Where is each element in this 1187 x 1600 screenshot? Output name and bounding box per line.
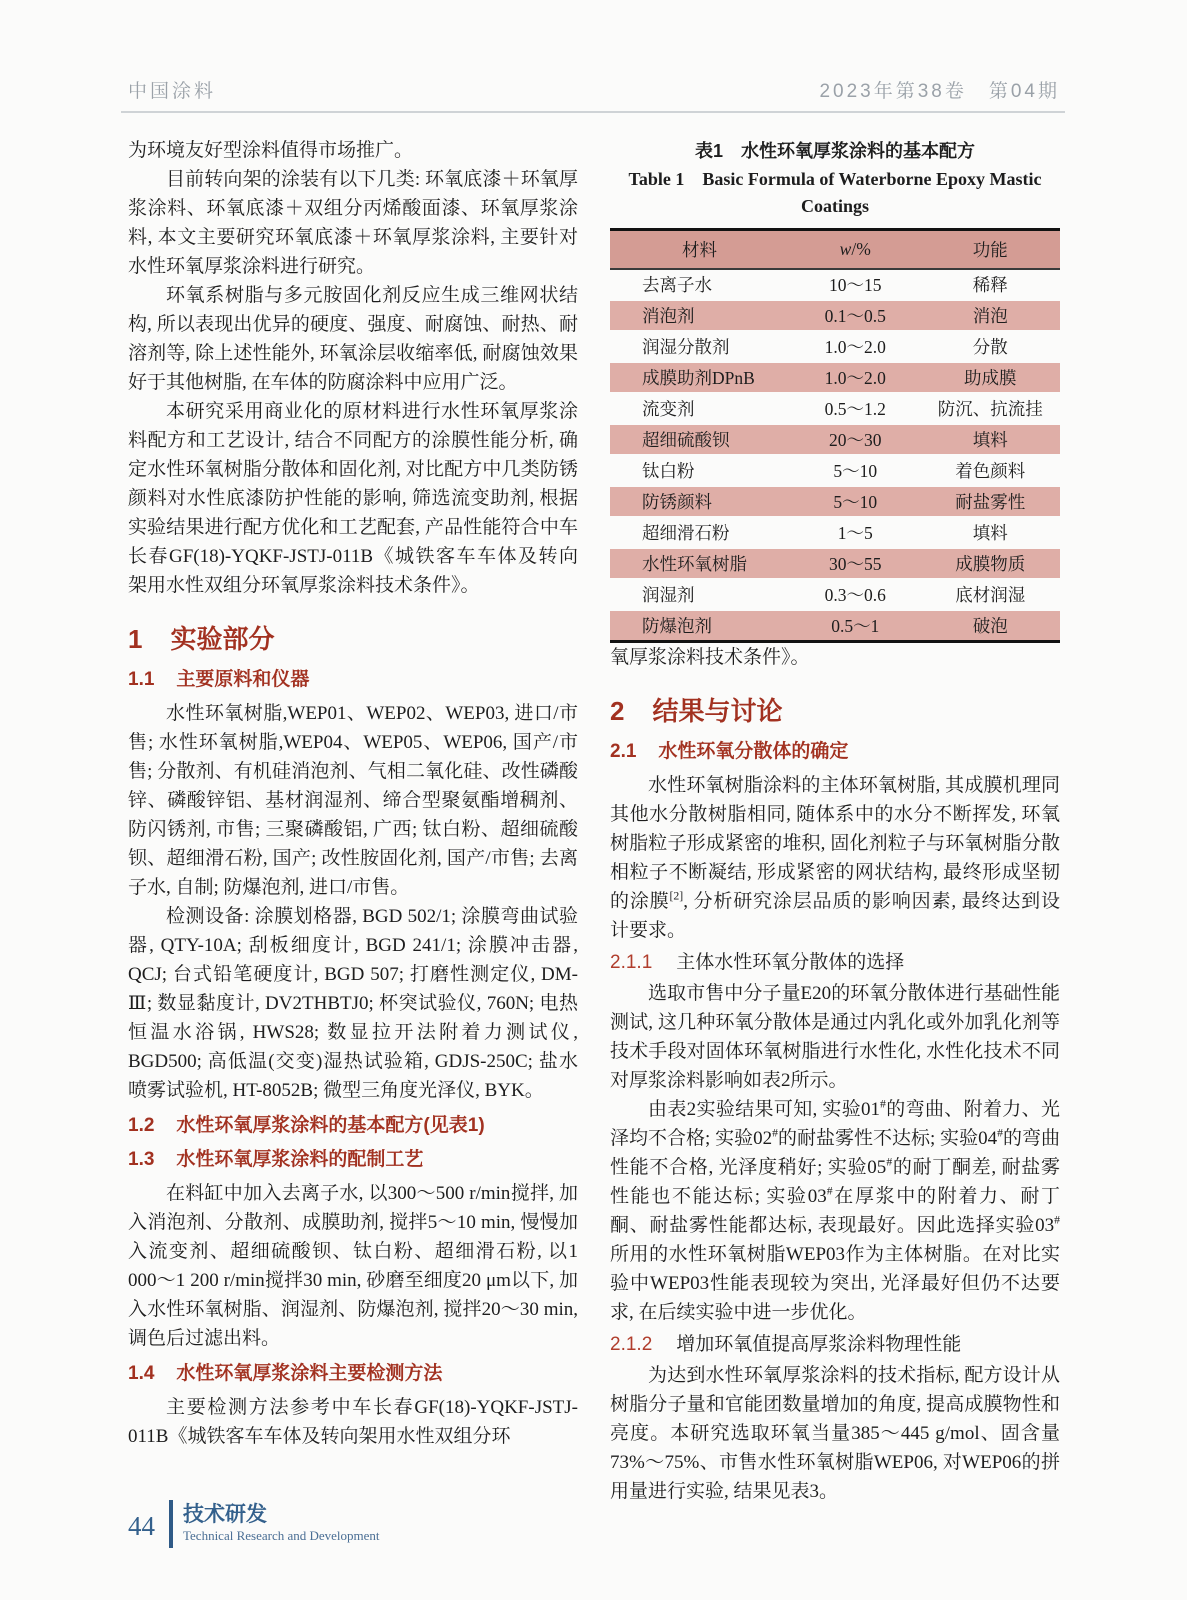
table-cell: 消泡剂 [610,300,790,331]
table-cell: 防爆泡剂 [610,610,790,642]
two-column-body [128,136,1060,1506]
right-column [610,136,1060,1506]
table-cell: 流变剂 [610,393,790,424]
section-number: 1.2 [128,1115,155,1136]
table-cell: 0.3～0.6 [790,579,921,610]
table-row [610,424,1060,455]
paragraph: 在料缸中加入去离子水, 以300～500 r/min搅拌, 加入消泡剂、分散剂、成膜助剂, 搅拌5～10 min, 慢慢加入流变剂、超细硫酸钡、钛白粉、超细滑石粉, 以1 000～1 200 r/min搅拌30 min, 砂磨至细度20 μm以下, 加入水性环氧树脂、润湿剂、防爆泡剂, 搅拌20～30 min, 调色后过滤出料。 [128,1183,578,1349]
table-cell: 1.0～2.0 [790,362,921,393]
section-number: 2.1.1 [610,952,653,973]
table-cell: 润湿分散剂 [610,331,790,362]
table-cell: 防锈颜料 [610,486,790,517]
paragraph: 检测设备: 涂膜划格器, BGD 502/1; 涂膜弯曲试验器, QTY-10A; 刮板细度计, BGD 241/1; 涂膜冲击器, QCJ; 台式铅笔硬度计, BGD 507; 打磨性测定仪, DM-Ⅲ; 数显黏度计, DV2THBTJ0; 杯突试验仪, 760N; 电热恒温水浴锅, HWS28; 数显拉开法附着力测试仪, BGD500; 高低温(交变)湿热试验箱, GDJS-250C; 盐水喷雾试验机, HT-8052B; 微型三角度光泽仪, BYK。 [128,906,578,1101]
table-cell: 稀释 [921,269,1061,300]
formula-table [610,228,1060,643]
journal-title: 中国涂料 [128,81,217,102]
section-title: 结果与讨论 [652,696,783,726]
table-cell: 超细硫酸钡 [610,424,790,455]
footer-section-en: Technical Research and Development [183,1528,380,1543]
table-row [610,486,1060,517]
table-header-row [610,230,1060,270]
paragraph: 本研究采用商业化的原材料进行水性环氧厚浆涂料配方和工艺设计, 结合不同配方的涂膜性能分析, 确定水性环氧树脂分散体和固化剂, 对比配方中几类防锈颜料对水性底漆防护性能的影响, 筛选流变助剂, 根据实验结果进行配方优化和工艺配套, 产品性能符合中车长春GF(18)-YQKF-JSTJ-011B《城铁客车车体及转向架用水性双组分环氧厚浆涂料技术条件》。 [128,401,578,596]
column-header-material: 材料 [610,230,790,270]
table-row [610,579,1060,610]
table-cell: 0.5～1 [790,610,921,642]
table-cell: 助成膜 [921,362,1061,393]
section-number: 1.1 [128,669,155,690]
footer-section-block [183,1503,380,1545]
table-cell: 着色颜料 [921,455,1061,486]
section-heading-1-3 [128,1146,578,1173]
table-cell: 30～55 [790,548,921,579]
table-cell: 填料 [921,517,1061,548]
column-header-weight-percent: w/% [790,230,921,270]
section-title: 主要原料和仪器 [176,669,310,690]
section-title: 水性环氧厚浆涂料的配制工艺 [176,1149,424,1170]
table-cell: 0.5～1.2 [790,393,921,424]
paragraph: 为环境友好型涂料值得市场推广。 [128,140,414,161]
table-cell: 破泡 [921,610,1061,642]
table-row [610,331,1060,362]
table-cell: 5～10 [790,455,921,486]
paragraph: 主要检测方法参考中车长春GF(18)-YQKF-JSTJ-011B《城铁客车车体及转向架用水性双组分环 [128,1397,578,1447]
section-title: 实验部分 [170,624,275,654]
table-cell: 消泡 [921,300,1061,331]
footer-divider-bar [169,1500,173,1548]
paragraph: 水性环氧树脂涂料的主体环氧树脂, 其成膜机理同其他水分散树脂相同, 随体系中的水分不断挥发, 环氧树脂粒子形成紧密的堆积, 固化剂粒子与环氧树脂分散相粒子不断凝结, 形成紧密的网状结构, 最终形成坚韧的涂膜[2], 分析研究涂层品质的影响因素, 最终达到设计要求。 [610,775,1060,941]
column-header-function: 功能 [921,230,1061,270]
table-row [610,548,1060,579]
table-cell: 耐盐雾性 [921,486,1061,517]
section-number: 2.1 [610,741,637,762]
table-cell: 超细滑石粉 [610,517,790,548]
table-cell: 5～10 [790,486,921,517]
table-cell: 0.1～0.5 [790,300,921,331]
paragraph: 氧厚浆涂料技术条件》。 [610,647,810,668]
table1-title-en-line1: Table 1 Basic Formula of Waterborne Epoxy Mastic [628,169,1042,189]
left-column [128,136,578,1506]
page-number: 44 [128,1511,155,1541]
section-heading-1-2 [128,1112,578,1139]
table-row [610,455,1060,486]
section-heading-2 [610,696,1060,726]
section-heading-2-1-1 [610,949,1060,977]
table-cell: 水性环氧树脂 [610,548,790,579]
section-number: 1.4 [128,1363,155,1384]
section-number: 1.3 [128,1149,155,1170]
section-heading-2-1-2 [610,1331,1060,1359]
table-cell: 20～30 [790,424,921,455]
section-title: 主体水性环氧分散体的选择 [676,952,905,973]
section-heading-1-1 [128,666,578,693]
header-rule [121,111,1065,113]
section-heading-2-1 [610,738,1060,765]
issue-info: 2023年第38卷 第04期 [819,81,1060,102]
running-header [128,76,1060,103]
table-cell: 钛白粉 [610,455,790,486]
page-footer [128,1500,380,1548]
section-number: 2 [610,696,625,726]
section-title: 水性环氧分散体的确定 [658,741,849,762]
table-row [610,269,1060,300]
table1-block [610,138,1060,643]
table-row [610,610,1060,642]
paragraph: 由表2实验结果可知, 实验01#的弯曲、附着力、光泽均不合格; 实验02#的耐盐雾性不达标; 实验04#的弯曲性能不合格, 光泽度稍好; 实验05#的耐丁酮差, 耐盐雾性能也不能达标; 实验03#在厚浆中的附着力、耐丁酮、耐盐雾性能都达标, 表现最好。因此选择实验03#所用的水性环氧树脂WEP03作为主体树脂。在对比实验中WEP03性能表现较为突出, 光泽最好但仍不达要求, 在后续实验中进一步优化。 [610,1097,1060,1323]
paragraph: 选取市售中分子量E20的环氧分散体进行基础性能测试, 这几种环氧分散体是通过内乳化或外加乳化剂等技术手段对固体环氧树脂进行水性化, 水性化技术不同对厚浆涂料影响如表2所示。 [610,983,1060,1091]
table-cell: 1～5 [790,517,921,548]
table-row [610,300,1060,331]
table-cell: 去离子水 [610,269,790,300]
table1-title-en-line2: Coatings [800,196,869,216]
section-title: 水性环氧厚浆涂料主要检测方法 [176,1363,443,1384]
table-cell: 润湿剂 [610,579,790,610]
section-heading-1 [128,624,578,654]
table-cell: 填料 [921,424,1061,455]
table-cell: 成膜助剂DPnB [610,362,790,393]
section-number: 2.1.2 [610,1334,653,1355]
table-cell: 底材润湿 [921,579,1061,610]
section-title: 增加环氧值提高厚浆涂料物理性能 [676,1334,962,1355]
table-cell: 成膜物质 [921,548,1061,579]
paragraph: 为达到水性环氧厚浆涂料的技术指标, 配方设计从树脂分子量和官能团数量增加的角度, 提高成膜物性和亮度。本研究选取环氧当量385～445 g/mol、固含量73%～75%、市售水性环氧树脂WEP06, 对WEP06的拼用量进行实验, 结果见表3。 [610,1365,1060,1502]
paragraph: 环氧系树脂与多元胺固化剂反应生成三维网状结构, 所以表现出优异的硬度、强度、耐腐蚀、耐热、耐溶剂等, 除上述性能外, 环氧涂层收缩率低, 耐腐蚀效果好于其他树脂, 在车体的防腐涂料中应用广泛。 [128,285,578,393]
paragraph: 水性环氧树脂,WEP01、WEP02、WEP03, 进口/市售; 水性环氧树脂,WEP04、WEP05、WEP06, 国产/市售; 分散剂、有机硅消泡剂、气相二氧化硅、改性磷酸锌、磷酸锌铝、基材润湿剂、缔合型聚氨酯增稠剂、防闪锈剂, 市售; 三聚磷酸铝, 广西; 钛白粉、超细硫酸钡、超细滑石粉, 国产; 改性胺固化剂, 国产/市售; 去离子水, 自制; 防爆泡剂, 进口/市售。 [128,703,578,898]
table-row [610,393,1060,424]
table-cell: 10～15 [790,269,921,300]
section-number: 1 [128,624,143,654]
footer-section-cn: 技术研发 [183,1503,267,1526]
table-cell: 1.0～2.0 [790,331,921,362]
table-row [610,517,1060,548]
section-heading-1-4 [128,1360,578,1387]
paragraph: 目前转向架的涂装有以下几类: 环氧底漆＋环氧厚浆涂料、环氧底漆＋双组分丙烯酸面漆、环氧厚浆涂料, 本文主要研究环氧底漆＋环氧厚浆涂料, 主要针对水性环氧厚浆涂料进行研究。 [128,169,578,277]
table-cell: 分散 [921,331,1061,362]
table-cell: 防沉、抗流挂 [921,393,1061,424]
table1-title-cn: 表1 水性环氧厚浆涂料的基本配方 [694,141,975,161]
table-row [610,362,1060,393]
table1-title-en [610,166,1060,220]
section-title: 水性环氧厚浆涂料的基本配方(见表1) [176,1115,485,1136]
